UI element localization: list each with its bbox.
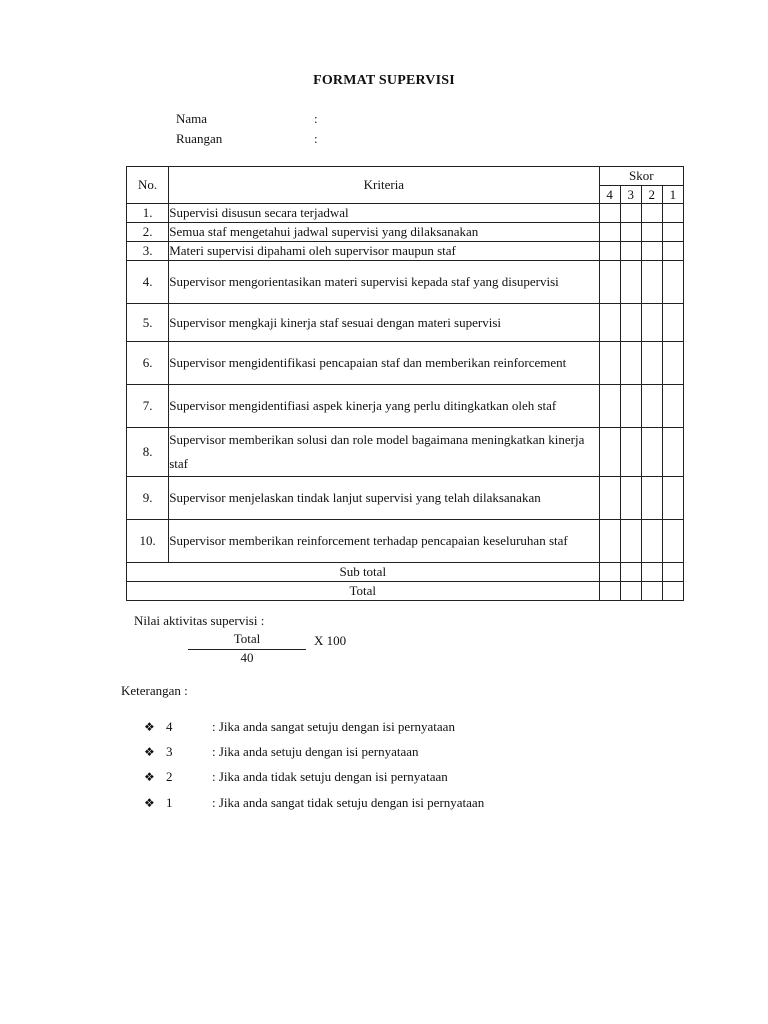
row-kriteria: Supervisor mengorientasikan materi supervisi kepada staf yang disupervisi [169, 261, 599, 304]
legend-item [144, 719, 455, 735]
score-cell-1[interactable] [662, 385, 683, 428]
diamond-bullet-icon: ❖ [144, 770, 155, 784]
score-cell-4[interactable] [599, 477, 620, 520]
score-cell-1[interactable] [662, 204, 683, 223]
row-no: 8. [127, 428, 169, 477]
legend-text: : Jika anda sangat setuju dengan isi pernyataan [212, 719, 455, 734]
score-cell-4[interactable] [599, 223, 620, 242]
score-cell-3[interactable] [620, 385, 641, 428]
total-cell-1[interactable] [662, 582, 683, 601]
total-cell-2[interactable] [641, 582, 662, 601]
field-ruangan-label: Ruangan [176, 131, 223, 146]
score-cell-3[interactable] [620, 428, 641, 477]
diamond-bullet-icon: ❖ [144, 720, 155, 734]
field-ruangan [176, 131, 318, 147]
formula-multiplier: X 100 [314, 633, 347, 648]
header-skor-4: 4 [599, 186, 620, 204]
legend-score: 2 [166, 769, 173, 784]
row-kriteria: Supervisor mengidentifikasi pencapaian staf dan memberikan reinforcement [169, 342, 599, 385]
table-row [127, 242, 684, 261]
row-kriteria: Supervisor memberikan solusi dan role model bagaimana meningkatkan kinerja staf [169, 428, 599, 477]
formula-numerator: Total [233, 631, 261, 646]
score-cell-4[interactable] [599, 261, 620, 304]
row-no: 6. [127, 342, 169, 385]
field-nama-sep: : [314, 111, 318, 126]
score-cell-3[interactable] [620, 304, 641, 342]
row-no: 2. [127, 223, 169, 242]
table-row [127, 342, 684, 385]
row-kriteria: Supervisor mengidentifiasi aspek kinerja yang perlu ditingkatkan oleh staf [169, 385, 599, 428]
score-cell-1[interactable] [662, 261, 683, 304]
total-row [127, 582, 684, 601]
score-cell-1[interactable] [662, 520, 683, 563]
row-kriteria: Supervisi disusun secara terjadwal [169, 204, 599, 223]
table-row [127, 428, 684, 477]
score-cell-2[interactable] [641, 204, 662, 223]
score-cell-3[interactable] [620, 204, 641, 223]
header-skor: Skor [599, 167, 683, 186]
subtotal-cell-4[interactable] [599, 563, 620, 582]
legend-item [144, 795, 484, 811]
row-no: 5. [127, 304, 169, 342]
table-row [127, 520, 684, 563]
score-cell-1[interactable] [662, 477, 683, 520]
row-no: 9. [127, 477, 169, 520]
legend-item [144, 769, 448, 785]
table-row [127, 223, 684, 242]
score-cell-2[interactable] [641, 223, 662, 242]
row-kriteria: Supervisor mengkaji kinerja staf sesuai dengan materi supervisi [169, 304, 599, 342]
score-cell-2[interactable] [641, 304, 662, 342]
score-cell-1[interactable] [662, 304, 683, 342]
field-nama-label: Nama [176, 111, 208, 126]
diamond-bullet-icon: ❖ [144, 796, 155, 810]
score-cell-2[interactable] [641, 428, 662, 477]
legend-text: : Jika anda sangat tidak setuju dengan isi pernyataan [212, 795, 485, 810]
header-skor-3: 3 [620, 186, 641, 204]
legend-score: 4 [166, 719, 173, 734]
field-nama [176, 111, 318, 127]
score-cell-2[interactable] [641, 477, 662, 520]
row-no: 4. [127, 261, 169, 304]
table-row [127, 261, 684, 304]
score-cell-3[interactable] [620, 223, 641, 242]
legend-text: : Jika anda setuju dengan isi pernyataan [212, 744, 419, 759]
legend-score: 1 [166, 795, 173, 810]
score-cell-4[interactable] [599, 204, 620, 223]
header-no: No. [127, 167, 169, 204]
row-no: 7. [127, 385, 169, 428]
field-ruangan-sep: : [314, 131, 318, 146]
row-kriteria: Materi supervisi dipahami oleh supervisor maupun staf [169, 242, 599, 261]
total-cell-3[interactable] [620, 582, 641, 601]
score-cell-4[interactable] [599, 242, 620, 261]
subtotal-cell-2[interactable] [641, 563, 662, 582]
legend-text: : Jika anda tidak setuju dengan isi pernyataan [212, 769, 448, 784]
formula-label: Nilai aktivitas supervisi : [134, 613, 265, 628]
score-cell-3[interactable] [620, 261, 641, 304]
row-no: 3. [127, 242, 169, 261]
subtotal-row [127, 563, 684, 582]
score-cell-2[interactable] [641, 520, 662, 563]
subtotal-label: Sub total [127, 563, 600, 582]
score-cell-4[interactable] [599, 385, 620, 428]
total-label: Total [127, 582, 600, 601]
score-cell-2[interactable] [641, 261, 662, 304]
total-cell-4[interactable] [599, 582, 620, 601]
row-kriteria: Supervisor menjelaskan tindak lanjut supervisi yang telah dilaksanakan [169, 477, 599, 520]
score-cell-2[interactable] [641, 242, 662, 261]
header-kriteria: Kriteria [169, 167, 599, 204]
legend-title: Keterangan : [121, 683, 188, 698]
score-cell-3[interactable] [620, 342, 641, 385]
supervision-table [126, 166, 684, 601]
table-row [127, 304, 684, 342]
header-skor-1: 1 [662, 186, 683, 204]
score-cell-1[interactable] [662, 242, 683, 261]
page-title: FORMAT SUPERVISI [313, 73, 455, 88]
score-cell-4[interactable] [599, 428, 620, 477]
formula-denominator: 40 [240, 650, 254, 665]
score-cell-3[interactable] [620, 477, 641, 520]
subtotal-cell-1[interactable] [662, 563, 683, 582]
score-cell-4[interactable] [599, 304, 620, 342]
row-kriteria: Supervisor memberikan reinforcement terhadap pencapaian keseluruhan staf [169, 520, 599, 563]
header-skor-2: 2 [641, 186, 662, 204]
score-cell-2[interactable] [641, 342, 662, 385]
row-no: 10. [127, 520, 169, 563]
row-kriteria: Semua staf mengetahui jadwal supervisi yang dilaksanakan [169, 223, 599, 242]
legend-score: 3 [166, 744, 173, 759]
score-cell-1[interactable] [662, 223, 683, 242]
score-cell-4[interactable] [599, 520, 620, 563]
table-row [127, 477, 684, 520]
score-cell-3[interactable] [620, 520, 641, 563]
score-cell-3[interactable] [620, 242, 641, 261]
score-cell-4[interactable] [599, 342, 620, 385]
row-no: 1. [127, 204, 169, 223]
score-cell-1[interactable] [662, 428, 683, 477]
score-cell-2[interactable] [641, 385, 662, 428]
subtotal-cell-3[interactable] [620, 563, 641, 582]
score-cell-1[interactable] [662, 342, 683, 385]
table-row [127, 204, 684, 223]
legend-item [144, 744, 419, 760]
diamond-bullet-icon: ❖ [144, 745, 155, 759]
table-row [127, 385, 684, 428]
